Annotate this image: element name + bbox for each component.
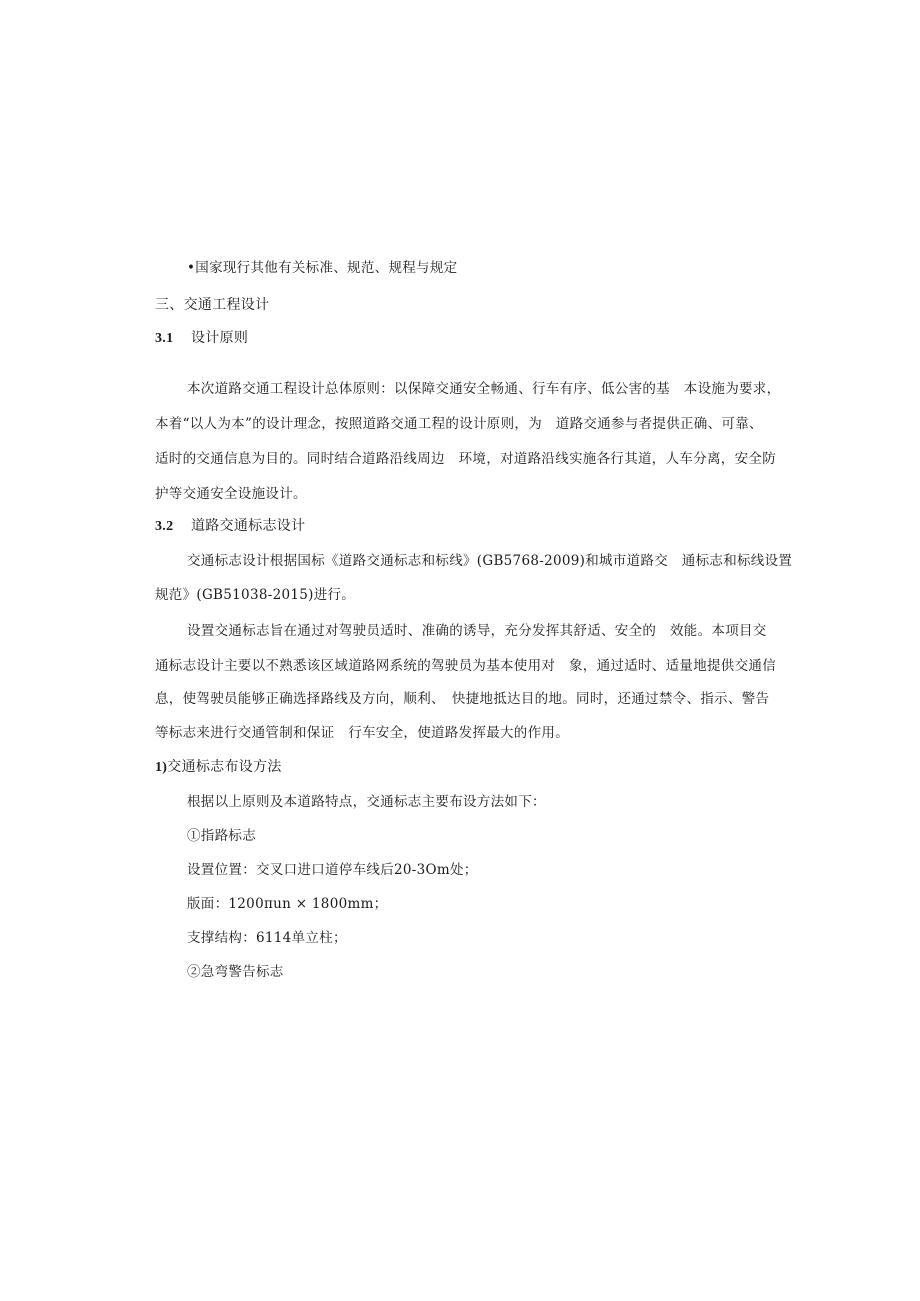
item-1-heading	[155, 757, 282, 778]
paragraph-3-2b-line: 息，使驾驶员能够正确选择路线及方向，顺利、 快捷地抵达目的地。同时，还通过禁令、指示、警告	[155, 691, 770, 707]
subsection-3-1-title: 设计原则	[191, 330, 249, 346]
subsection-3-1-heading	[155, 328, 248, 349]
sign-1-position: 设置位置：交叉口进口道停车线后20-3Om处；	[187, 862, 478, 878]
item-1-title: 交通标志布设方法	[167, 759, 282, 775]
paragraph-3-2b-line: 通标志设计主要以不熟悉该区域道路网系统的驾驶员为基本使用对 象，通过适时、适量地提供交通信	[155, 658, 776, 674]
paragraph-3-2a-line: 交通标志设计根据国标《道路交通标志和标线》(GB5768-2009)和城市道路交 通标志和标线设置	[187, 553, 793, 569]
sign-1-size: 版面：1200πun × 1800mm；	[187, 896, 388, 912]
paragraph-3-1-line: 本着“以人为本”的设计理念，按照道路交通工程的设计原则，为 道路交通参与者提供正确、可靠、	[155, 416, 763, 432]
paragraph-3-2a-line: 规范》(GB51038-2015)进行。	[155, 587, 356, 603]
sign-1-support: 支撑结构：6114单立柱；	[187, 930, 347, 946]
subsection-3-1-number: 3.1	[155, 331, 174, 346]
bullet-standards-item: •国家现行其他有关标准、规范、规程与规定	[187, 260, 458, 276]
item-1-intro: 根据以上原则及本道路特点，交通标志主要布设方法如下：	[187, 794, 546, 810]
sign-1-title: ①指路标志	[187, 828, 256, 844]
paragraph-3-2b-line: 等标志来进行交通管制和保证 行车安全，使道路发挥最大的作用。	[155, 725, 569, 741]
subsection-3-2-heading	[155, 516, 305, 537]
section-3-title: 三、交通工程设计	[155, 297, 270, 313]
paragraph-3-1-line: 适时的交通信息为目的。同时结合道路沿线周边 环境，对道路沿线实施各行其道，人车分离，安全防	[155, 451, 776, 467]
paragraph-3-2b-line: 设置交通标志旨在通过对驾驶员适时、准确的诱导，充分发挥其舒适、安全的 效能。本项目交	[187, 623, 767, 639]
subsection-3-2-number: 3.2	[155, 519, 174, 534]
paragraph-3-1-line: 护等交通安全设施设计。	[155, 486, 307, 502]
item-1-number: 1)	[155, 760, 168, 775]
sign-2-title: ②急弯警告标志	[187, 964, 284, 980]
paragraph-3-1-line: 本次道路交通工程设计总体原则：以保障交通安全畅通、行车有序、低公害的基 本设施为要求，	[187, 381, 781, 397]
subsection-3-2-title: 道路交通标志设计	[191, 518, 306, 534]
